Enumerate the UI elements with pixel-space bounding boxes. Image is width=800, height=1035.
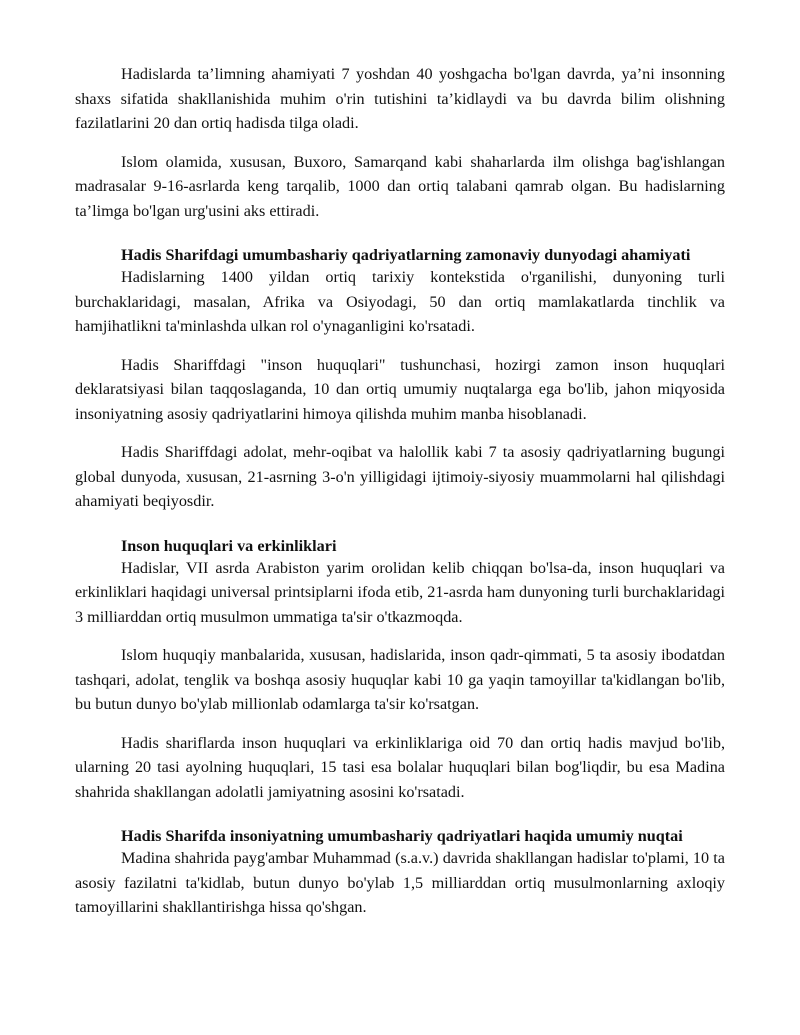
paragraph-core-values: Hadis Shariffdagi adolat, mehr-oqibat va halollik kabi 7 ta asosiy qadriyatlarning bugungi global dunyoda, xususan, 21-asrning 3-o'n yilligidagi ijtimoiy-siyosiy muammolarni hal qilishdagi ahamiyati beqiyosdir. bbox=[75, 443, 725, 510]
paragraph-medina-collection: Madina shahrida payg'ambar Muhammad (s.a.v.) davrida shakllangan hadislar to'plami, 10 ta asosiy fazilatni ta'kidlab, butun dunyo bo'ylab 1,5 milliarddan ortiq musulmonlarning axloqiy tamoyillarini shakllantirishga hissa qo'shgan. bbox=[75, 849, 725, 916]
heading-overview-universal-values: Hadis Sharifda insoniyatning umumbashariy qadriyatlari haqida umumiy nuqtai bbox=[121, 827, 683, 845]
paragraph-human-rights-concept: Hadis Shariffdagi "inson huquqlari" tushunchasi, hozirgi zamon inson huquqlari deklaratsiyasi bilan taqqoslaganda, 10 dan ortiq umumiy nuqtalarga ega bo'lib, jahon miqyosida insoniyatning asosiy qadriyatlarini himoya qilishda muhim manba hisoblanadi. bbox=[75, 355, 725, 423]
document-page bbox=[75, 62, 725, 920]
paragraph-madrasas: Islom olamida, xususan, Buxoro, Samarqand kabi shaharlarda ilm olishga bag'ishlangan madrasalar 9-16-asrlarda keng tarqalib, 1000 dan ortiq talabani qamrab olgan. Bu hadislarning ta’limga bo'lgan urg'usini aks ettiradi. bbox=[75, 152, 725, 220]
heading-human-rights-freedoms: Inson huquqlari va erkinliklari bbox=[121, 536, 337, 555]
paragraph-legal-sources: Islom huquqiy manbalarida, xususan, hadislarida, inson qadr-qimmati, 5 ta asosiy ibodatdan tashqari, adolat, tenglik va boshqa asosiy huquqlar kabi 10 ga yaqin tamoyillar ta'kidlangan bo'lib, bu butun dunyo bo'ylab millionlab odamlarga ta'sir ko'rsatgan. bbox=[75, 646, 725, 713]
paragraph-universal-principles: Hadislar, VII asrda Arabiston yarim orolidan kelib chiqqan bo'lsa-da, inson huquqlari va erkinliklari haqidagi universal printsiplarni ifoda etib, 21-asrda ham dunyoning turli burchaklaridagi 3 milliarddan ortiq musulmon ummatiga ta'sir o'tkazmoqda. bbox=[75, 558, 725, 626]
paragraph-historical-context: Hadislarning 1400 yildan ortiq tarixiy kontekstida o'rganilishi, dunyoning turli burchaklaridagi, masalan, Afrika va Osiyodagi, 50 dan ortiq mamlakatlarda tinchlik va hamjihatlikni ta'minlashda ulkan rol o'ynaganligini ko'rsatadi. bbox=[75, 268, 725, 335]
heading-universal-values-modern: Hadis Sharifdagi umumbashariy qadriyatlarning zamonaviy dunyodagi ahamiyati bbox=[121, 246, 691, 264]
paragraph-education-age: Hadislarda ta’limning ahamiyati 7 yoshdan 40 yoshgacha bo'lgan davrda, ya’ni insonning shaxs sifatida shakllanishida muhim o'rin tutishini ta’kidlaydi va bu davrda bilim olishning fazilatlarini 20 dan ortiq hadisda tilga oladi. bbox=[75, 65, 725, 132]
paragraph-hadith-counts: Hadis shariflarda inson huquqlari va erkinliklariga oid 70 dan ortiq hadis mavjud bo'lib, ularning 20 tasi ayolning huquqlari, 15 tasi esa bolalar huquqlari bilan bog'liqdir, bu esa Madina shahrida shakllangan adolatli jamiyatning asosini ko'rsatadi. bbox=[75, 733, 725, 801]
